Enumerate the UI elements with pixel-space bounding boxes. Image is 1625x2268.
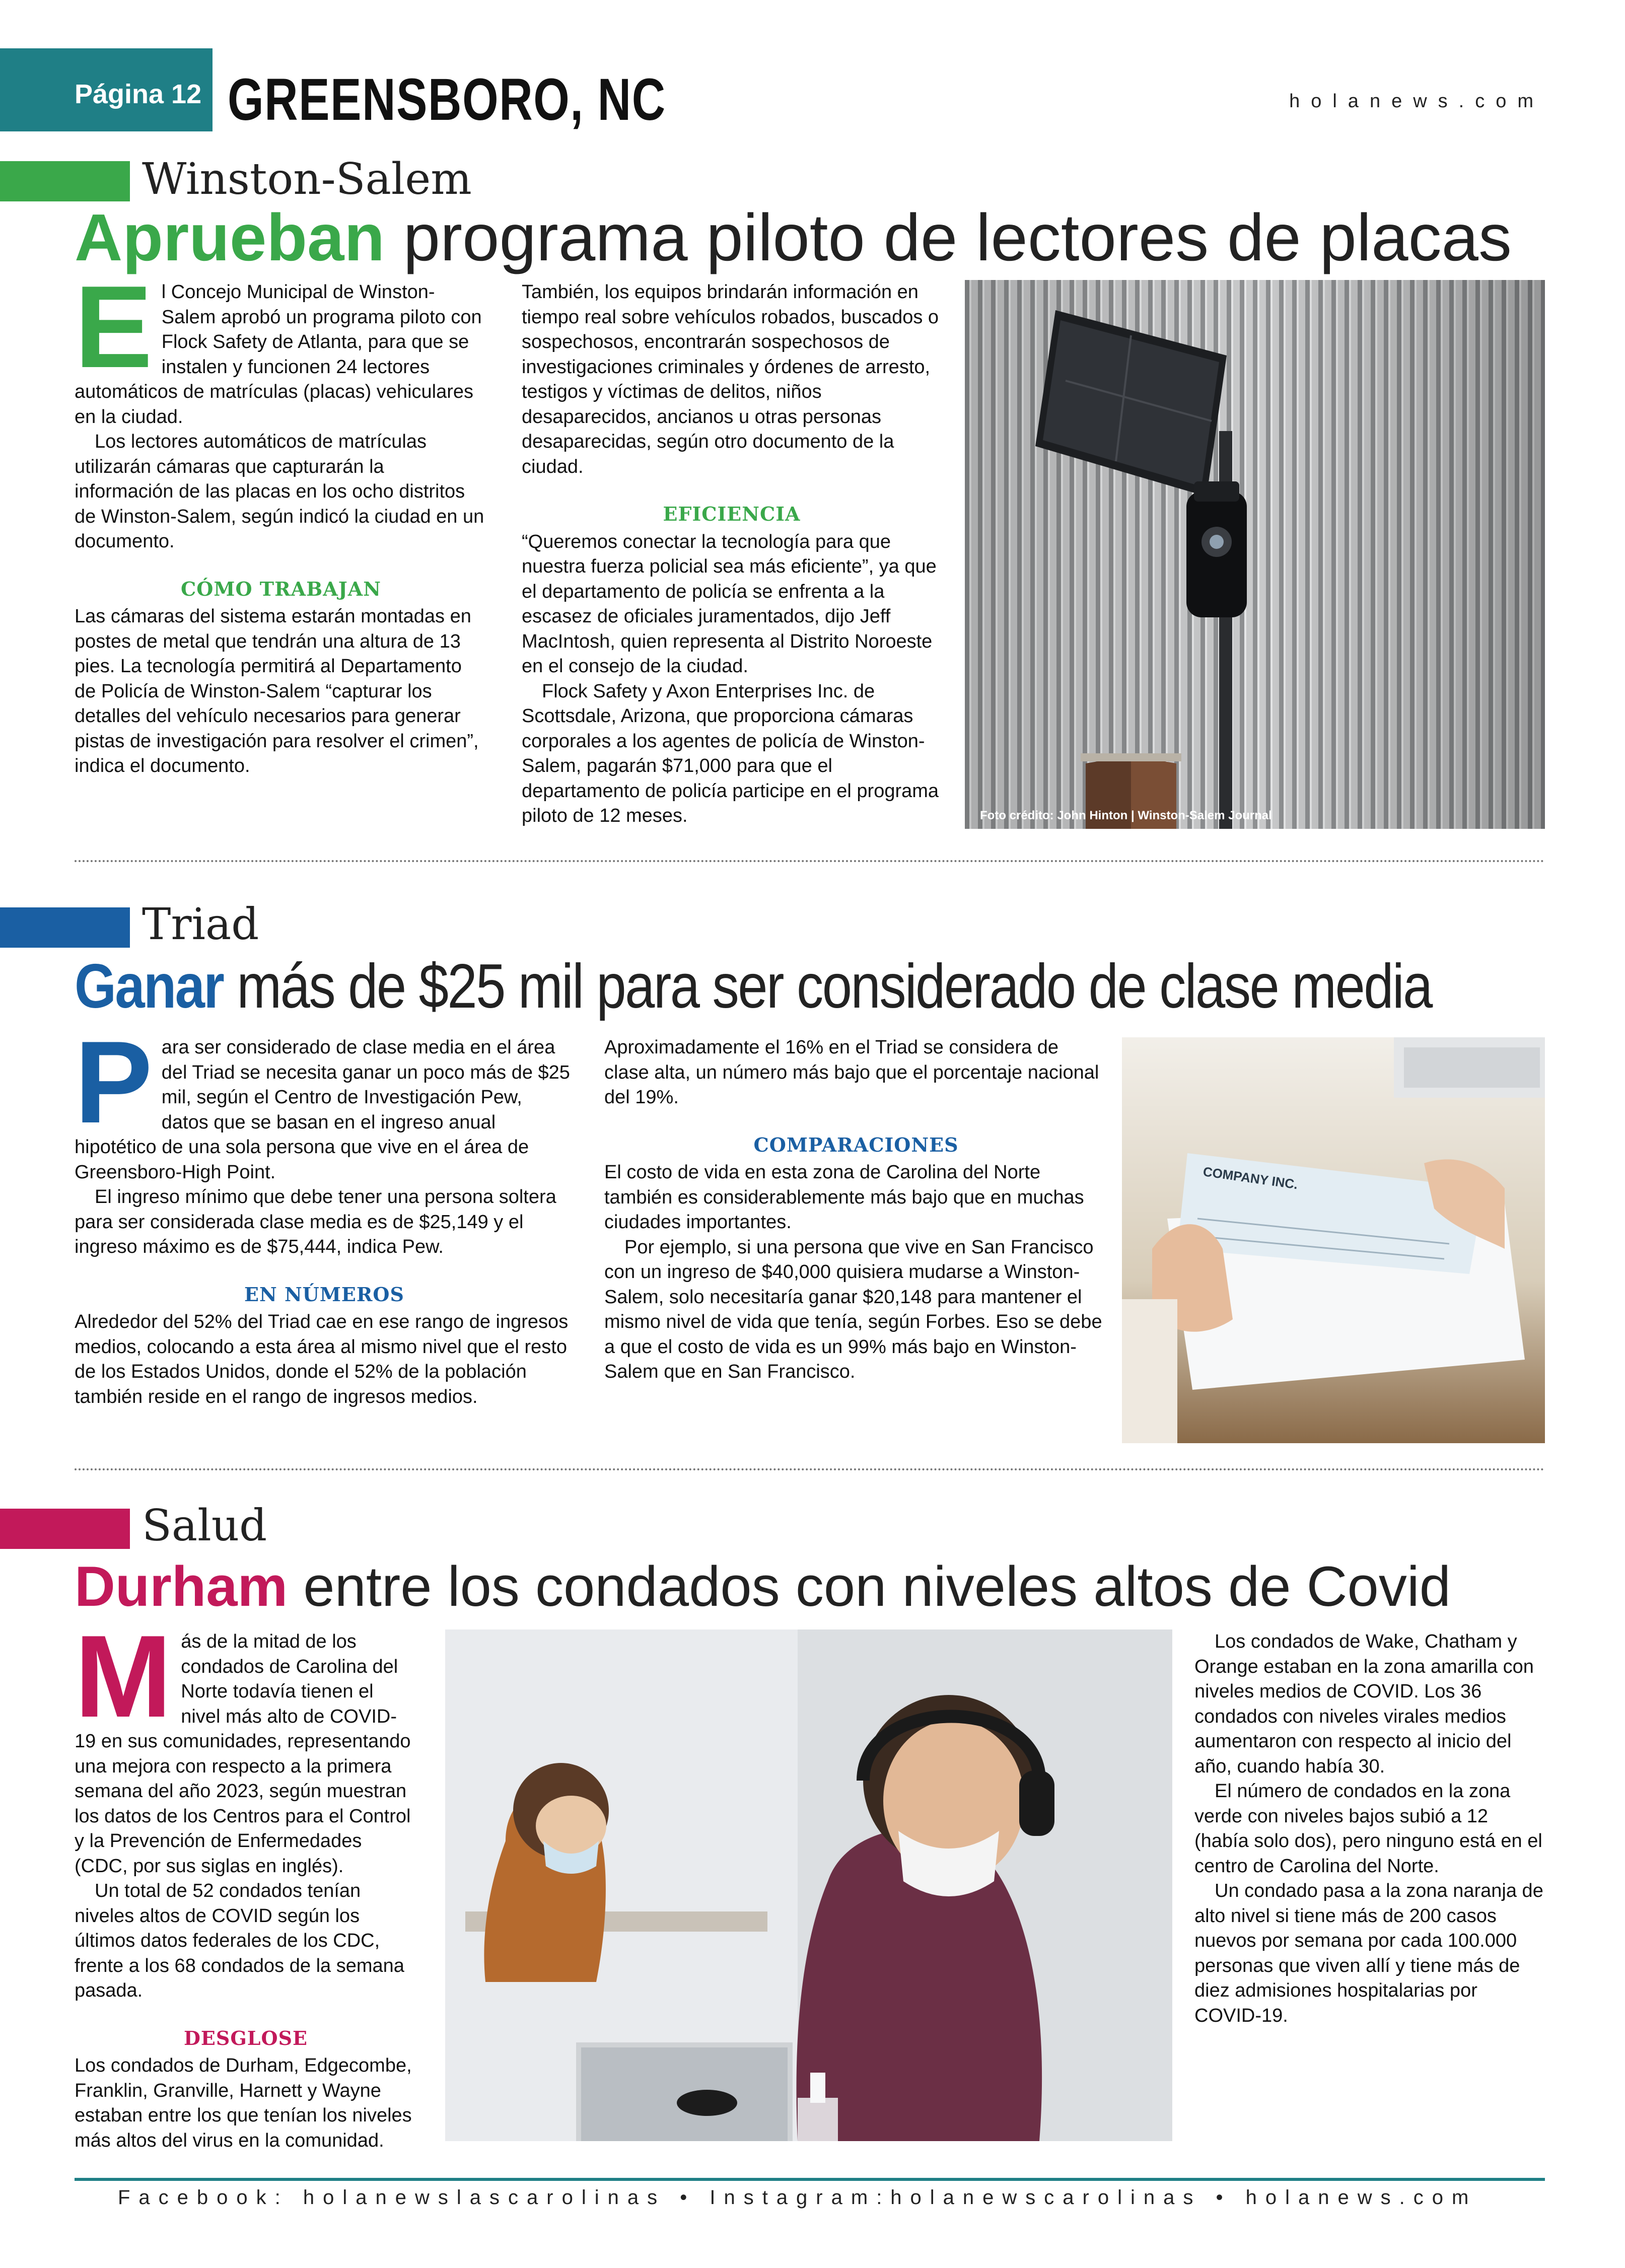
footer-rule [75,2178,1545,2181]
article3-paragraph-2: Un total de 52 condados tenían niveles altos de COVID según los últimos datos federales de los CDC, frente a los 68 condados de la semana pasada. [75,1880,404,2001]
article1-paragraph-4: También, los equipos brindarán información en tiempo real sobre vehículos robados, buscados o sospechosos, encontrarán sospechosos de investigaciones criminales y órdenes de arresto, testigos y víctimas de delitos, niños desaparecidos, ancianos u otras personas desaparecidas, según otro documento de la ciudad. [522,281,939,477]
article2-subheading-2: COMPARACIONES [753,1133,959,1156]
article1-dropcap: E [75,262,153,392]
article1-paragraph-3: Las cámaras del sistema estarán montadas en postes de metal que tendrán una altura de 13 pies. La tecnología permitirá al Departamento de Policía de Winston-Salem “capturar los detalles del vehículo necesarios para generar pistas de investigación para resolver el crimen”, indica el documento. [75,606,479,776]
article3-paragraph-6: Un condado pasa a la zona naranja de alto nivel si tiene más de 200 casos nuevos por semana por cada 100.000 personas que viven allí y tiene más de diez admisiones hospitalarias por COVID-19. [1194,1880,1543,2026]
section-label-triad: Triad [142,899,259,950]
article1-headline-keyword: Aprueban [75,200,385,274]
office-workers-with-masks-image [445,1629,1172,2141]
header-website: holanews.com [1289,91,1544,112]
section-label-salud: Salud [142,1501,267,1551]
article2-headline [75,951,1432,1022]
section-divider-2 [75,1468,1545,1470]
article2-paragraph-3: Alrededor del 52% del Triad cae en ese rango de ingresos medios, colocando a esta área al mismo nivel que el resto de los Estados Unidos, donde el 52% de la población también reside en el rango de ingresos medios. [75,1311,569,1407]
article1-subheading-1: CÓMO TRABAJAN [181,577,381,600]
article3-headline-keyword: Durham [75,1555,288,1618]
article3-subheading-1: DESGLOSE [183,2026,308,2049]
article1-paragraph-2: Los lectores automáticos de matrículas utilizarán cámaras que capturarán la información de las placas en los ocho distritos de Winston-Salem, según indicó la ciudad en un documento. [75,431,484,552]
section-divider-1 [75,860,1545,862]
article2-column-1 [75,1017,574,1409]
article3-column-2 [1194,1629,1547,2028]
license-plate-camera-photo [965,280,1545,829]
camera-on-pole-image [965,280,1545,829]
photo-credit: Foto crédito: John Hinton | Winston-Salem Journal [980,809,1272,822]
article2-paragraph-4: Aproximadamente el 16% en el Triad se considera de clase alta, un número más bajo que el porcentaje nacional del 19%. [604,1037,1099,1108]
article3-paragraph-4: Los condados de Wake, Chatham y Orange estaban en la zona amarilla con niveles medios de COVID. Los 36 condados con niveles virales medios aumentaron con respecto al inicio del año, cuando había 30. [1194,1631,1534,1777]
article2-headline-keyword: Ganar [75,952,224,1021]
article3-column-1 [75,1611,417,2153]
article2-dropcap: P [75,1017,153,1148]
article2-column-2 [604,1035,1108,1385]
article3-paragraph-5: El número de condados en la zona verde con niveles bajos subió a 12 (había solo dos), pero ninguno está en el centro de Carolina del Norte. [1194,1781,1542,1877]
article1-headline [75,199,1512,275]
article3-dropcap: M [75,1611,172,1742]
article2-paragraph-5: El costo de vida en esta zona de Carolina del Norte también es considerablemente más bajo que en muchas ciudades importantes. [604,1162,1084,1233]
section-bar-winston-salem [0,161,130,201]
article3-headline-rest: entre los condados con niveles altos de Covid [288,1555,1451,1618]
article2-paragraph-2: El ingreso mínimo que debe tener una persona soltera para ser considerada clase media es de $25,149 y el ingreso máximo es de $75,444, indica Pew. [75,1186,556,1257]
page-number-tab [0,48,213,131]
check-in-envelope-image [1122,1037,1545,1443]
article3-paragraph-1: ás de la mitad de los condados de Carolina del Norte todavía tienen el nivel más alto de COVID-19 en sus comunidades, representando una mejora con respecto a la primera semana del año 2023, según muestran los datos de los Centros para el Control y la Prevención de Enfermedades (CDC, por sus siglas en inglés). [75,1631,411,1877]
article2-headline-rest: más de $25 mil para ser considerado de clase media [223,952,1432,1021]
city-title: GREENSBORO, NC [228,66,666,133]
section-bar-triad [0,907,130,948]
article1-subheading-2: EFICIENCIA [663,503,801,525]
article3-paragraph-3: Los condados de Durham, Edgecombe, Franklin, Granville, Harnett y Wayne estaban entre los que tenían los niveles más altos del virus en la comunidad. [75,2055,412,2151]
page-number-label: Página 12 [75,79,202,109]
footer-social-links: Facebook: holanewslascarolinas • Instagram:holanewscarolinas • holanews.com [118,2186,1477,2209]
masked-office-workers-photo [445,1629,1172,2141]
article1-headline-rest: programa piloto de lectores de placas [385,200,1512,274]
article2-subheading-1: EN NÚMEROS [244,1283,404,1306]
check-company-text: COMPANY INC. [1202,1164,1299,1192]
article1-column-1 [75,262,487,779]
article2-paragraph-1: ara ser considerado de clase media en el área del Triad se necesita ganar un poco más de $25 mil, según el Centro de Investigación Pew, datos que se basan en el ingreso anual hipotético de una sola persona que vive en el área de Greensboro-High Point. [75,1037,570,1183]
article1-paragraph-5: “Queremos conectar la tecnología para que nuestra fuerza policial sea más eficiente”, ya que el departamento de policía se enfrenta a la escasez de oficiales juramentados, dijo Jeff MacIntosh, quien representa al Distrito Noroeste en el consejo de la ciudad. [522,531,937,677]
section-bar-salud [0,1509,130,1549]
section-label-winston-salem: Winston-Salem [142,154,472,204]
article3-headline [75,1554,1451,1619]
paycheck-envelope-photo [1122,1037,1545,1443]
article1-paragraph-6: Flock Safety y Axon Enterprises Inc. de Scottsdale, Arizona, que proporciona cámaras corporales a los agentes de policía de Winston-Salem, pagarán $71,000 para que el departamento de policía participe en el programa piloto de 12 meses. [522,680,939,826]
article1-paragraph-1: l Concejo Municipal de Winston-Salem aprobó un programa piloto con Flock Safety de Atlanta, para que se instalen y funcionen 24 lectores automáticos de matrículas (placas) vehiculares en la ciudad. [75,281,482,428]
article2-paragraph-6: Por ejemplo, si una persona que vive en San Francisco con un ingreso de $40,000 quisiera mudarse a Winston-Salem, solo necesitaría ganar $20,148 para mantener el mismo nivel de vida que tenía, según Forbes. Eso se debe a que el costo de vida es un 99% más bajo en Winston-Salem que en San Francisco. [604,1236,1102,1382]
article1-column-2 [522,280,942,829]
